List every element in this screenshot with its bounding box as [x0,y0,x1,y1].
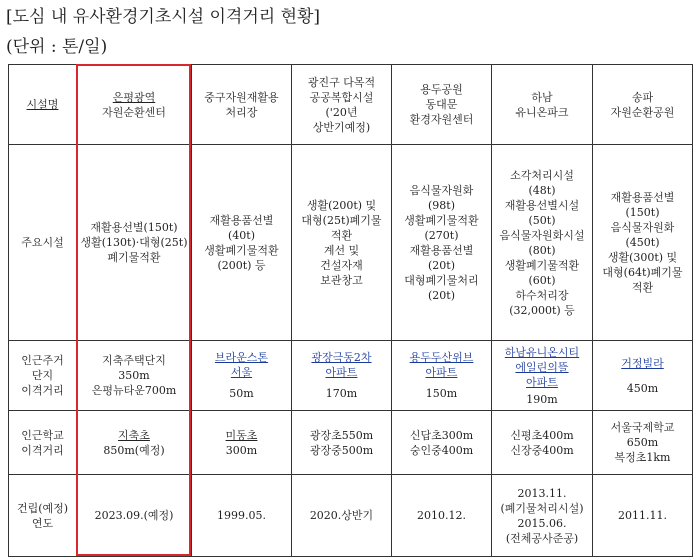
page-title: [도심 내 유사환경기초시설 이격거리 현황] [6,7,321,27]
housing-row [9,341,693,411]
facility-dongdaemun: 음식물자원화 (98t) 생활폐기물적환 (270t) 재활용품선별 (20t) 대형폐기물처리 (20t) [392,145,492,341]
school-songpa: 서울국제학교 650m 복정초1km [593,411,693,475]
header-songpa: 송파 자원순환공원 [593,65,693,145]
housing-dongdaemun: 용두두산위브 아파트 150m [392,341,492,411]
school-eunpyeong: 지축초 850m(예정) [77,411,192,475]
housing-eunpyeong: 지축주택단지 350m 은평뉴타운700m [77,341,192,411]
school-junggu: 미동초 300m [192,411,292,475]
housing-junggu: 브라운스톤 서울 50m [192,341,292,411]
housing-link-songpa[interactable]: 거정빌라 [621,356,664,370]
year-songpa: 2011.11. [593,475,693,557]
year-junggu: 1999.05. [192,475,292,557]
header-gwangjin: 광진구 다목적 공공복합시설 ('20년 상반기예정) [292,65,392,145]
year-eunpyeong: 2023.09.(예정) [77,475,192,557]
row-label-facility: 주요시설 [9,145,77,341]
row-label-facility-name: 시설명 [9,65,77,145]
header-hanam: 하남 유니온파크 [492,65,593,145]
facility-eunpyeong: 재활용선별(150t) 생활(130t)·대형(25t) 폐기물적환 [77,145,192,341]
housing-link-dongdaemun[interactable]: 용두두산위브 [409,351,474,364]
unit-note: (단위 : 톤/일) [6,37,108,57]
row-label-school: 인근학교 이격거리 [9,411,77,475]
facility-songpa: 재활용품선별 (150t) 음식물자원화 (450t) 생활(300t) 및 대형(64t)폐기물 적환 [593,145,693,341]
housing-hanam: 하남유니온시티 에일린의뜰 아파트 190m [492,341,593,411]
header-row [9,65,693,145]
school-row [9,411,693,475]
year-gwangjin: 2020.상반기 [292,475,392,557]
facility-junggu: 재활용품선별 (40t) 생활폐기물적환 (200t) 등 [192,145,292,341]
school-hanam: 신평초400m 신장중400m [492,411,593,475]
housing-link-hanam[interactable]: 하남유니온시티 [504,345,580,359]
header-eunpyeong: 은평광역 자원순환센터 [77,65,192,145]
housing-link-junggu[interactable]: 브라운스톤 [214,351,269,364]
housing-gwangjin: 광장극동2차 아파트 170m [292,341,392,411]
year-hanam: 2013.11. (폐기물처리시설) 2015.06. (전체공사준공) [492,475,593,557]
header-dongdaemun: 용두공원 동대문 환경자원센터 [392,65,492,145]
row-label-year: 건립(예정) 연도 [9,475,77,557]
year-dongdaemun: 2010.12. [392,475,492,557]
facility-hanam: 소각처리시설 (48t) 재활용선별시설 (50t) 음식물자원화시설 (80t) 생활폐기물적환 (60t) 하수처리장 (32,000t) 등 [492,145,593,341]
housing-link-gwangjin[interactable]: 광장극동2차 [311,351,372,364]
row-label-housing: 인근주거 단지 이격거리 [9,341,77,411]
school-gwangjin: 광장초550m 광장중500m [292,411,392,475]
year-row [9,475,693,557]
facility-gwangjin: 생활(200t) 및 대형(25t)폐기물 적환 계선 및 건설자재 보관창고 [292,145,392,341]
school-dongdaemun: 신답초300m 숭인중400m [392,411,492,475]
facility-distance-table [8,64,693,557]
facility-row [9,145,693,341]
header-junggu: 중구자원재활용 처리장 [192,65,292,145]
housing-songpa: 거정빌라 450m [593,341,693,411]
